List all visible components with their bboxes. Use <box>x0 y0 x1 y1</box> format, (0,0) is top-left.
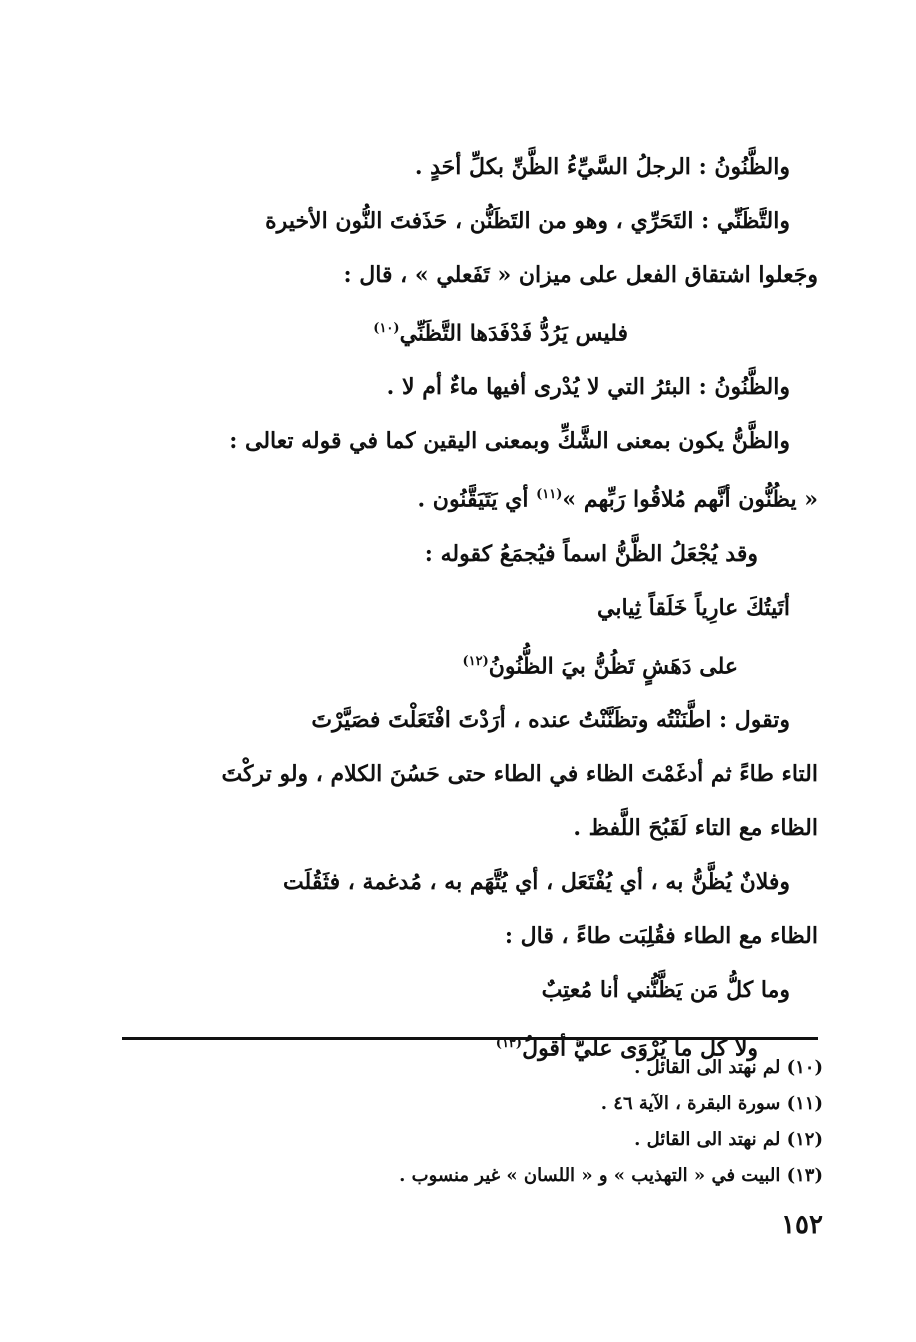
footnote-11: (١١) سورة البقرة ، الآية ٤٦ . <box>600 1093 823 1114</box>
paragraph-yuttannu-line-2: الظاء مع الطاء فقُلِبَت طاءً ، قال : <box>504 922 818 949</box>
paragraph-zunun-well: والظَّنُونُ : البئرُ التي لا يُدْرى أفيها ماءٌ أم لا . <box>386 374 790 401</box>
footnote-ref-13: (١٣) <box>495 1035 523 1051</box>
paragraph-yuttannu-line-1: وفلانٌ يُظَّنُّ به ، أي يُفْتَعَل ، أي يُتَّهَم به ، مُدغمة ، فثَقُلَت <box>282 868 790 895</box>
footnote-12: (١٢) لم نهتد الى القائل . <box>634 1129 823 1150</box>
footnotes <box>118 1050 823 1194</box>
footnote-ref-12: (١٢) <box>462 653 489 669</box>
paragraph-ittanantu-line-1: وتقول : اطَّنَنْتُه وتظَنَّنْتُ عنده ، أرَدْتَ افْتَعَلْتَ فصَيَّرْتَ <box>311 706 790 733</box>
paragraph-zann-plural: وقد يُجْعَلُ الظَّنُّ اسماً فيُجمَعُ كقوله : <box>424 540 758 567</box>
verse-4: وما كلُّ مَن يَظَّنُّني أنا مُعتِبٌ <box>541 976 790 1003</box>
footnote-10: (١٠) لم نهتد الى القائل . <box>634 1057 823 1078</box>
verse-5-text: ولا كل ما يُرْوَى عليَّ أقولُ <box>522 1035 758 1062</box>
paragraph-zunun-man: والظَّنُونُ : الرجلُ السَّيِّءُ الظَّنِّ بكلِّ أحَدٍ . <box>414 154 790 180</box>
quran-quote: « يظُنُّون أنَّهم مُلاقُوا رَبِّهم » <box>562 486 818 513</box>
verse-2: أتَيتُكَ عارِياً خَلَقاً ثِيابي <box>597 594 790 621</box>
footnote-divider <box>122 1037 818 1040</box>
page-number: ١٥٢ <box>781 1210 823 1240</box>
paragraph-ittanantu-line-2: التاء طاءً ثم أدغَمْتَ الظاء في الطاء حتى حَسُنَ الكلام ، ولو تركْتَ <box>221 760 818 787</box>
paragraph-zann-line-1: والظَّنُّ يكون بمعنى الشَّكِّ وبمعنى اليقين كما في قوله تعالى : <box>229 428 790 455</box>
verse-1-text: فليس يَرُدُّ فَدْفَدَها التَّظَنِّي <box>399 320 628 347</box>
verse-1 <box>118 302 818 360</box>
paragraph-tazanni-line-1: والتَّظَنِّي : التَحَرِّي ، وهو من التَظَنُّن ، حَذَفتَ النُّون الأخيرة <box>265 208 790 234</box>
paragraph-zann-line-2 <box>118 468 818 526</box>
paragraph-ittanantu-line-3: الظاء مع التاء لَقَبُحَ اللَّفظ . <box>573 814 818 841</box>
verse-3-text: على دَهَشٍ تَظُنُّ بيَ الظُّنُونُ <box>488 652 738 679</box>
quote-gloss: أي يَتَيَقَّنُون . <box>417 486 537 513</box>
footnote-13: (١٣) البيت في « التهذيب » و « اللسان » غير منسوب . <box>399 1165 823 1186</box>
page-body <box>118 140 818 1075</box>
footnote-ref-11: (١١) <box>536 487 563 503</box>
footnote-ref-10: (١٠) <box>373 321 400 336</box>
paragraph-tazanni-line-2: وجَعلوا اشتقاق الفعل على ميزان « تَفَعلي » ، قال : <box>343 262 818 288</box>
verse-3 <box>118 635 818 693</box>
